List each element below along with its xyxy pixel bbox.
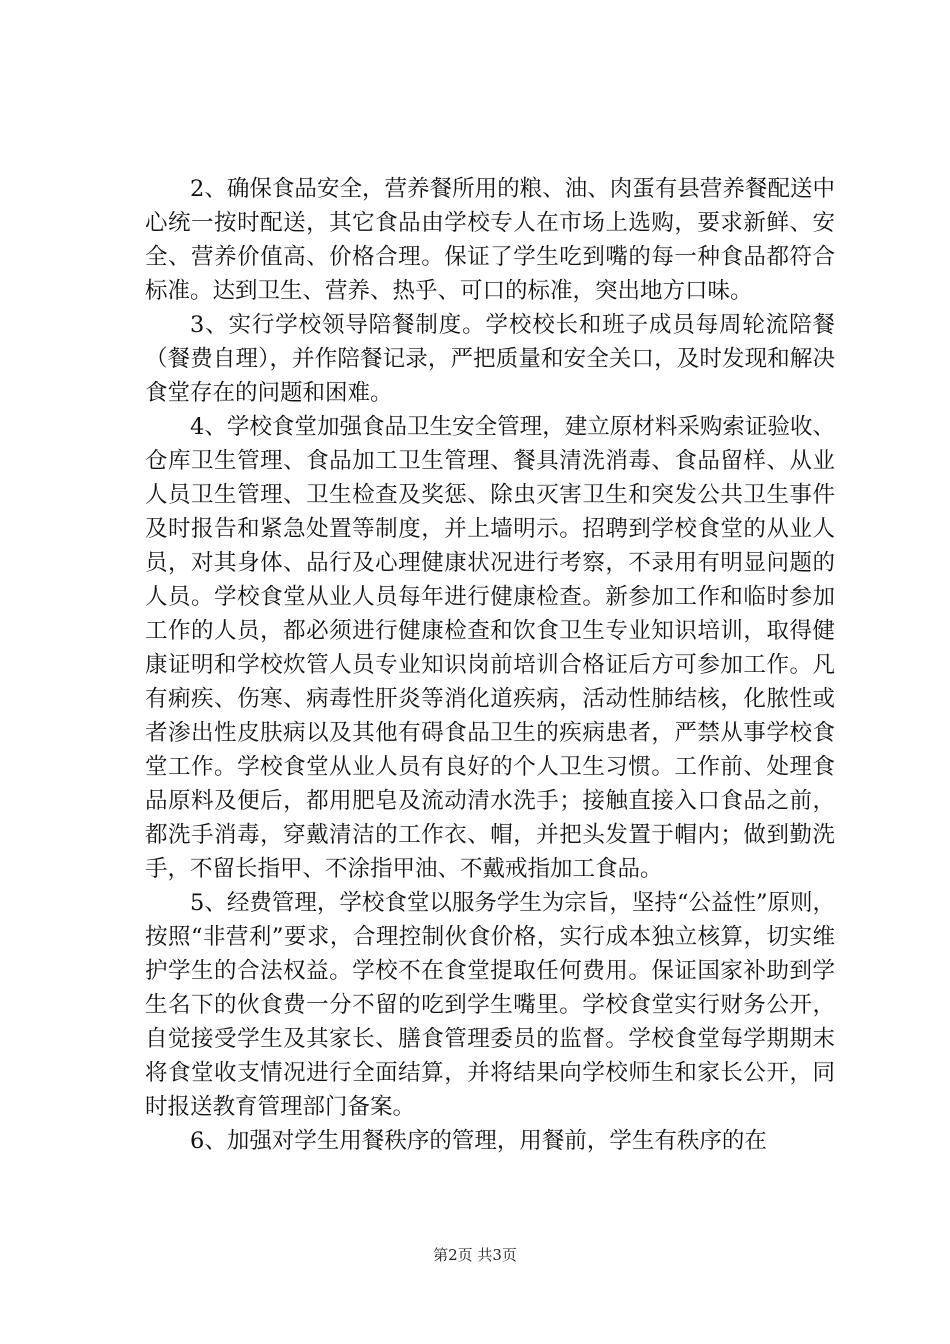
paragraph-hygiene-management: 4、学校食堂加强食品卫生安全管理，建立原材料采购索证验收、仓库卫生管理、食品加工卫生管理、餐具清洗消毒、食品留样、从业人员卫生管理、卫生检查及奖惩、除虫灭害卫生和突发公共卫生事件及时报告和紧急处置等制度，并上墙明示。招聘到学校食堂的从业人员，对其身体、品行及心理健康状况进行考察，不录用有明显问题的人员。学校食堂从业人员每年进行健康检查。新参加工作和临时参加工作的人员，都必须进行健康检查和饮食卫生专业知识培训，取得健康证明和学校炊管人员专业知识岗前培训合格证后方可参加工作。凡有痢疾、伤寒、病毒性肝炎等消化道疾病，活动性肺结核，化脓性或者渗出性皮肤病以及其他有碍食品卫生的疾病患者，严禁从事学校食堂工作。学校食堂从业人员有良好的个人卫生习惯。工作前、处理食品原料及便后，都用肥皂及流动清水洗手；接触直接入口食品之前，都洗手消毒，穿戴清洁的工作衣、帽，并把头发置于帽内；做到勤洗手，不留长指甲、不涂指甲油、不戴戒指加工食品。 [145,414,835,882]
paragraph-dining-order: 6、加强对学生用餐秩序的管理，用餐前，学生有秩序的在 [190,1128,767,1154]
paragraph-food-safety: 2、确保食品安全，营养餐所用的粮、油、肉蛋有县营养餐配送中心统一按时配送，其它食品由学校专人在市场上选购，要求新鲜、安全、营养价值高、价格合理。保证了学生吃到嘴的每一种食品都符合标准。达到卫生、营养、热乎、可口的标准，突出地方口味。 [145,176,835,304]
document-body [145,172,835,1158]
paragraph-leader-accompany-meal: 3、实行学校领导陪餐制度。学校校长和班子成员每周轮流陪餐（餐费自理），并作陪餐记录，严把质量和安全关口，及时发现和解决食堂存在的问题和困难。 [145,312,835,406]
paragraph-fund-management: 5、经费管理，学校食堂以服务学生为宗旨，坚持“公益性”原则，按照“非营利”要求，合理控制伙食价格，实行成本独立核算，切实维护学生的合法权益。学校不在食堂提取任何费用。保证国家补助到学生名下的伙食费一分不留的吃到学生嘴里。学校食堂实行财务公开，自觉接受学生及其家长、膳食管理委员的监督。学校食堂每学期期末将食堂收支情况进行全面结算，并将结果向学校师生和家长公开，同时报送教育管理部门备案。 [145,890,835,1120]
page-number-footer: 第2页 共3页 [433,1246,517,1264]
